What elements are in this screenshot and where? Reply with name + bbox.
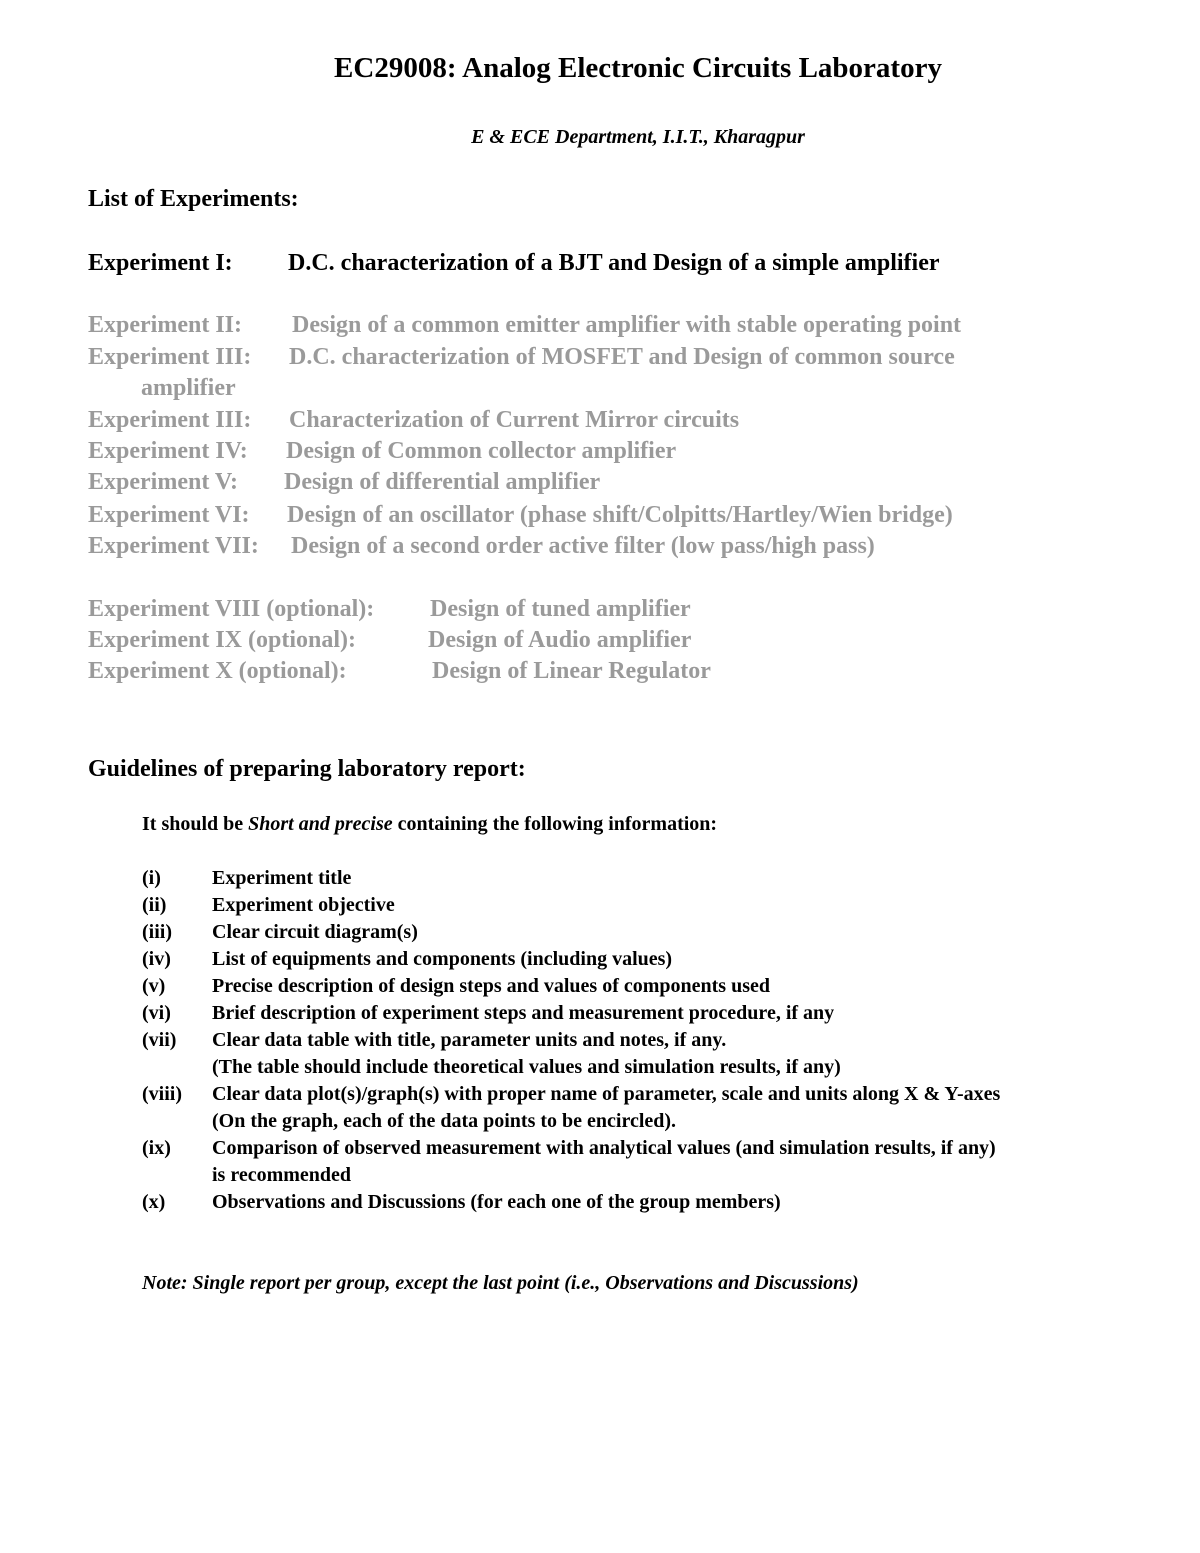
experiment-text: Characterization of Current Mirror circuits	[289, 407, 740, 433]
list-text-continued: (On the graph, each of the data points to be encircled).	[212, 1110, 677, 1132]
intro-text: containing the following information:	[392, 813, 718, 835]
experiment-item	[88, 533, 875, 560]
experiment-item	[88, 596, 691, 623]
experiment-label: Experiment VIII (optional):	[88, 596, 375, 622]
experiment-item	[88, 469, 600, 496]
experiment-label: Experiment III:	[88, 407, 252, 433]
experiment-text-continued: amplifier	[141, 375, 236, 401]
list-text: Clear data plot(s)/graph(s) with proper name of parameter, scale and units along X & Y-axes	[212, 1083, 1001, 1105]
guidelines-heading: Guidelines of preparing laboratory report:	[88, 756, 526, 782]
experiment-item	[88, 407, 739, 434]
list-text: Clear circuit diagram(s)	[212, 921, 418, 943]
experiment-text: Design of tuned amplifier	[430, 596, 691, 622]
experiment-text: Design of Common collector amplifier	[286, 438, 677, 464]
experiment-text: Design of differential amplifier	[284, 469, 601, 495]
page-title: EC29008: Analog Electronic Circuits Laboratory	[334, 52, 942, 84]
experiment-label: Experiment III:	[88, 344, 252, 370]
experiment-text: Design of a second order active filter (low pass/high pass)	[291, 533, 875, 559]
list-number: (x)	[142, 1191, 166, 1213]
list-text: Brief description of experiment steps and measurement procedure, if any	[212, 1002, 835, 1024]
list-number: (viii)	[142, 1083, 182, 1105]
list-number: (v)	[142, 975, 166, 997]
intro-emphasis: Short and precise	[248, 813, 393, 835]
list-text-continued: (The table should include theoretical values and simulation results, if any)	[212, 1056, 841, 1078]
list-text: Clear data table with title, parameter units and notes, if any.	[212, 1029, 727, 1051]
experiment-label: Experiment V:	[88, 469, 238, 495]
experiment-label: Experiment IX (optional):	[88, 627, 356, 653]
list-text: Experiment title	[212, 867, 352, 889]
experiment-label: Experiment X (optional):	[88, 658, 347, 684]
intro-text: It should be	[142, 813, 249, 835]
experiment-label: Experiment VI:	[88, 502, 250, 528]
experiment-text: Design of an oscillator (phase shift/Colpitts/Hartley/Wien bridge)	[287, 502, 953, 528]
experiment-item	[88, 438, 676, 465]
experiment-item	[88, 502, 953, 529]
list-text: List of equipments and components (including values)	[212, 948, 673, 970]
experiment-text: D.C. characterization of MOSFET and Design of common source	[289, 344, 955, 370]
list-number: (vii)	[142, 1029, 177, 1051]
experiment-label: Experiment II:	[88, 312, 242, 338]
experiment-text: D.C. characterization of a BJT and Design of a simple amplifier	[288, 250, 940, 276]
list-number: (i)	[142, 867, 161, 889]
list-number: (ix)	[142, 1137, 171, 1159]
experiment-item	[88, 312, 961, 339]
experiment-label: Experiment VII:	[88, 533, 259, 559]
experiment-item	[88, 250, 940, 277]
list-number: (ii)	[142, 894, 167, 916]
experiment-label: Experiment I:	[88, 250, 233, 276]
experiment-text: Design of a common emitter amplifier with stable operating point	[292, 312, 962, 338]
list-text: Experiment objective	[212, 894, 395, 916]
page-subtitle: E & ECE Department, I.I.T., Kharagpur	[471, 126, 805, 148]
experiment-item	[88, 344, 955, 371]
list-text: Observations and Discussions (for each one of the group members)	[212, 1191, 781, 1213]
guidelines-intro	[142, 813, 717, 836]
list-number: (iii)	[142, 921, 172, 943]
list-text: Comparison of observed measurement with analytical values (and simulation results, if any)	[212, 1137, 996, 1159]
list-text-continued: is recommended	[212, 1164, 352, 1186]
experiment-label: Experiment IV:	[88, 438, 248, 464]
experiments-heading: List of Experiments:	[88, 186, 299, 212]
report-note: Note: Single report per group, except the last point (i.e., Observations and Discussions)	[142, 1272, 859, 1294]
list-text: Precise description of design steps and values of components used	[212, 975, 770, 997]
list-number: (iv)	[142, 948, 171, 970]
experiment-text: Design of Audio amplifier	[428, 627, 692, 653]
experiment-item	[88, 627, 691, 654]
list-number: (vi)	[142, 1002, 171, 1024]
experiment-item	[88, 658, 711, 685]
experiment-text: Design of Linear Regulator	[432, 658, 711, 684]
